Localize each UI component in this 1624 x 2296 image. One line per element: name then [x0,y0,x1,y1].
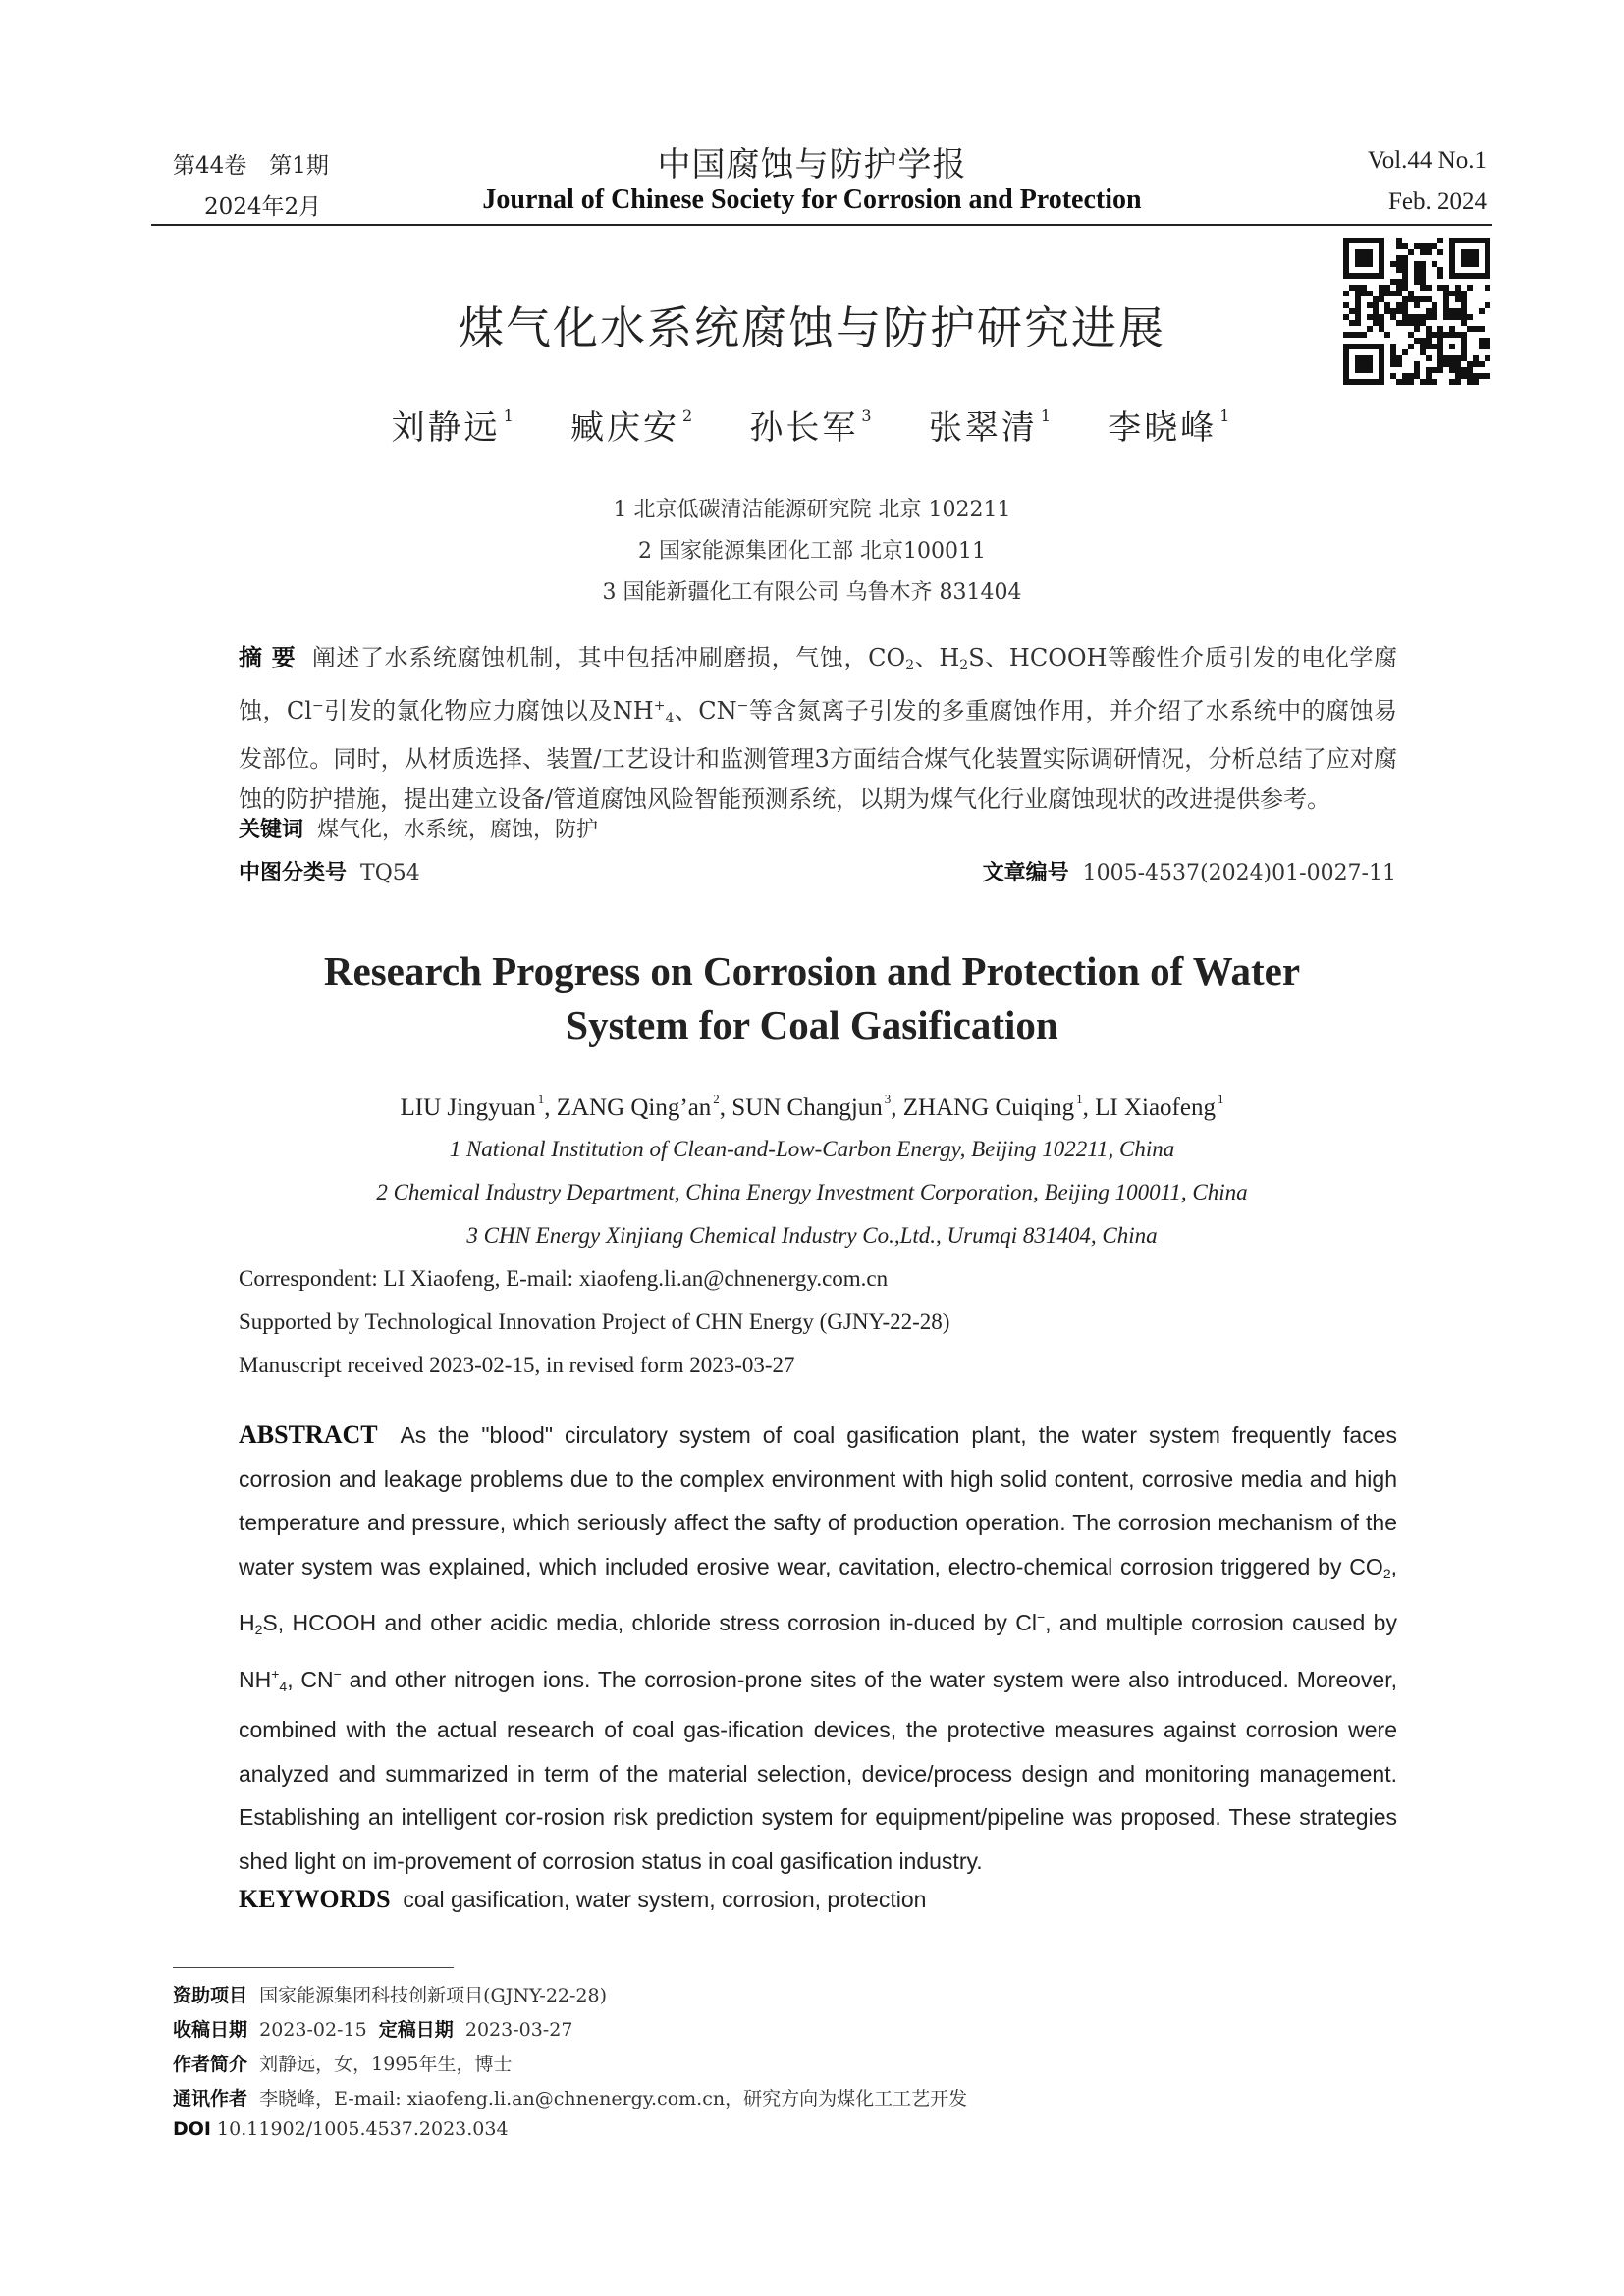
header-date-cn: 2024年2月 [204,194,322,220]
author-en: SUN Changjun $^3$ [731,1092,892,1121]
author-en: LIU Jingyuan $^1$ [400,1092,545,1121]
correspondent: Correspondent: LI Xiaofeng, E-mail: xiaofeng.li.an@chnenergy.com.cn [239,1266,889,1291]
author-list-en: LIU Jingyuan $^1$, ZANG Qing’an $^2$, SUN Changjun $^3$, ZHANG Cuiqing $^1$, LI Xiaofeng $^1$ [400,1092,1224,1121]
author-cn: 孙长军 $^3$ [749,406,875,448]
header-rule [151,224,1492,226]
keywords-en: KEYWORDS coal gasification, water system, corrosion, protection [239,1885,927,1913]
footnote-rule [173,1967,454,1968]
footnote-corresponding: 通讯作者 李晓峰，E-mail: xiaofeng.li.an@chnenergy.com.cn，研究方向为煤化工工艺开发 [173,2088,968,2109]
affiliation-cn-1: 1 北京低碳清洁能源研究院 北京 102211 [613,498,1011,522]
author-en: LI Xiaofeng $^1$ [1095,1092,1224,1121]
journal-title-en: Journal of Chinese Society for Corrosion and Protection [482,185,1142,215]
article-title-en: Research Progress on Corrosion and Protection of Water System for Coal Gasification [323,948,1301,1047]
affiliation-en-2: 2 Chemical Industry Department, China Energy Investment Corporation, Beijing 100011, China [376,1180,1248,1204]
abstract-cn-label: 摘 要 [239,644,297,671]
footnote-funding: 资助项目 国家能源集团科技创新项目(GJNY-22-28) [173,1985,608,2006]
author-list-cn [0,400,1624,449]
author-en: ZHANG Cuiqing $^1$ [902,1092,1083,1121]
affiliation-en-1: 1 National Institution of Clean-and-Low-Carbon Energy, Beijing 102211, China [449,1137,1175,1161]
header-volume-issue-cn: 第44卷 第1期 [173,153,329,179]
affiliation-cn-2: 2 国家能源集团化工部 北京100011 [638,539,986,563]
keywords-en-label: KEYWORDS [239,1885,391,1913]
keywords-cn: 关键词 煤气化，水系统，腐蚀，防护 [239,818,599,842]
affiliation-cn-3: 3 国能新疆化工有限公司 乌鲁木齐 831404 [602,580,1022,605]
abstract-en: ABSTRACT As the "blood" circulatory system of coal gasification plant, the water system frequently faces corrosion and leakage problems due to the complex environment with high solid content, corrosive media and high temperature and pressure, which seriously affect the safty of production operation. The corrosion mechanism of the water system was explained, which included erosive wear, cavitation, electro-chemical corrosion triggered by $CO_2$, $H_2S$, HCOOH and other acidic media, chloride stress corrosion in-duced by Cl−, and multiple corrosion caused by $NH^+_4$, CN− and other nitrogen ions. The corrosion-prone sites of the water system were also introduced. Moreover, combined with the actual research of coal gas-ification devices, the protective measures against corrosion were analyzed and summarized in term of the material selection, device/process design and monitoring management. Establishing an intelligent cor-rosion risk prediction system for equipment/pipeline was proposed. These strategies shed light on im-provement of corrosion status in coal gasification industry. [239,1420,1397,1874]
classification-number: 中图分类号 TQ54 [239,861,420,885]
affiliation-en-3: 3 CHN Energy Xinjiang Chemical Industry Co.,Ltd., Urumqi 831404, China [466,1223,1158,1248]
supported-by: Supported by Technological Innovation Project of CHN Energy (GJNY-22-28) [239,1309,950,1334]
author-cn: 刘静远 $^1$ [391,406,516,448]
abstract-cn: 摘 要 阐述了水系统腐蚀机制，其中包括冲刷磨损，气蚀，$CO_2$、$H_2S$、HCOOH等酸性介质引发的电化学腐蚀，Cl−引发的氯化物应力腐蚀以及$NH^+_4$、CN−等含氮离子引发的多重腐蚀作用，并介绍了水系统中的腐蚀易发部位。同时，从材质选择、装置/工艺设计和监测管理3方面结合煤气化装置实际调研情况，分析总结了应对腐蚀的防护措施，提出建立设备/管道腐蚀风险智能预测系统，以期为煤气化行业腐蚀现状的改进提供参考。 [239,644,1397,813]
keywords-cn-label: 关键词 [239,818,304,842]
article-number: 文章编号 1005-4537(2024)01-0027-11 [982,861,1396,885]
journal-title-cn: 中国腐蚀与防护学报 [657,145,967,185]
footnote-doi: DOI 10.11902/1005.4537.2023.034 [173,2118,509,2140]
author-cn: 李晓峰 $^1$ [1108,406,1233,448]
author-cn: 张翠清 $^1$ [928,406,1055,448]
header-date-en: Feb. 2024 [1388,188,1487,215]
author-cn: 臧庆安 $^2$ [569,406,696,448]
footnote-dates: 收稿日期 2023-02-15 定稿日期 2023-03-27 [173,2019,573,2041]
footnote-author-bio: 作者简介 刘静远，女，1995年生，博士 [173,2054,513,2075]
abstract-en-label: ABSTRACT [239,1420,378,1449]
article-title-cn: 煤气化水系统腐蚀与防护研究进展 [459,301,1165,354]
header-volume-issue-en: Vol.44 No.1 [1367,147,1487,174]
author-en: ZANG Qing’an $^2$ [556,1092,720,1121]
manuscript-dates: Manuscript received 2023-02-15, in revised form 2023-03-27 [239,1353,795,1377]
